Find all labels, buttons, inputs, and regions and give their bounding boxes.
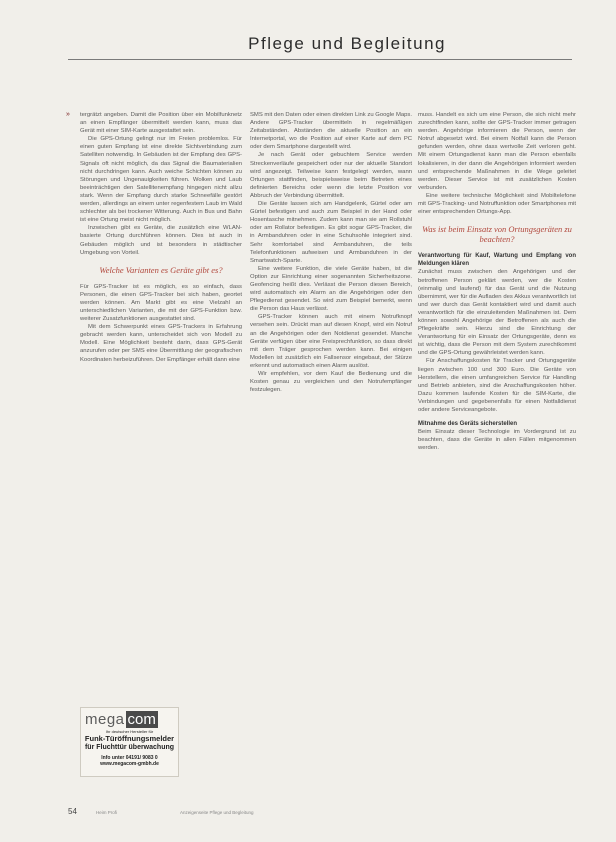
megacom-logo bbox=[85, 711, 174, 727]
subheading: Welche Varianten es Geräte gibt es? bbox=[99, 264, 223, 275]
magazine-name: Heim Profi bbox=[96, 810, 118, 815]
ad-website-link[interactable]: www.megacom-gmbh.de bbox=[100, 761, 159, 767]
ad-phone: Info unter 04191/ 9083 0 bbox=[101, 755, 158, 761]
page-footer bbox=[68, 809, 568, 821]
paragraph: Beim Einsatz dieser Technologie im Vordergrund ist zu beachten, dass die Geräte in allen Fällen mitgenommen werden. bbox=[418, 429, 576, 452]
text-column-1 bbox=[80, 111, 242, 364]
paragraph: Inzwischen gibt es Geräte, die zusätzlich eine WLAN-basierte Ortung durchführen können. Dies ist auch in Gebäuden möglich und ist besonders in städtischer Umgebung von Vorteil. bbox=[80, 225, 242, 256]
subheading: Was ist beim Einsatz von Ortungsgeräten zu beachten? bbox=[422, 224, 572, 245]
paragraph: Die GPS-Ortung gelingt nur im Freien problemlos. Für einen guten Empfang ist eine direkte Sichtverbindung zum Satelliten notwendig. In Gebäuden ist der Empfang des GPS-Signals oft nicht möglich, da das Signal die Baumaterialien nicht durchdringen kann. Auch weiche Schichten können zu Störungen und Ungenauigkeiten führen. Wolken und Laub beeinträchtigen den Satellitenempfang hingegen nicht allzu stark. Wenn der Empfang durch starke Schneefälle gestört werden, allerdings an einem unter regenfestem Laub im Wald schlechter als bei trockener Witterung. Auch in Bus und Bahn ist eine Ortung meist nicht möglich. bbox=[80, 136, 242, 224]
bold-heading: Verantwortung für Kauf, Wartung und Empfang von Meldungen klären bbox=[418, 253, 576, 268]
paragraph: Für GPS-Tracker ist es möglich, es so einfach, dass Personen, die einen GPS-Tracker bei sich haben, geortet werden können. Am Markt gibt es eine Vielzahl an unterschiedlichen Varianten, die mit der GPS-Funktion bzw. weiterer Zusatzfunktionen ausgestattet sind. bbox=[80, 283, 242, 323]
page-header bbox=[0, 0, 616, 68]
section-title: Pflege und Begleitung bbox=[248, 34, 446, 53]
paragraph: Für Anschaffungskosten für Tracker und Ortungsgeräte liegen zwischen 100 und 300 Euro. Die Geräte von Herstellern, die einen umfangreichen Service für Handling und Betrieb anbieten, sind die Anschaffungskosten höher. Dazu kommen laufende Kosten für die SIM-Karte, die Verbindungen und gegebenenfalls für einen Notfalldienst oder andere Serviceangebote. bbox=[418, 358, 576, 413]
ad-title: Funk-Türöffnungsmelder bbox=[84, 734, 175, 743]
paragraph: GPS-Tracker können auch mit einem Notrufknopf versehen sein. Drückt man auf diesen Knopf, wird ein Notruf an die Angehörigen oder den Notdienst gesendet. Manche Geräte verfügen über eine Freisprechfunktion, so dass direkt mit dem Träger gesprochen werden kann. Bei einigen Modellen ist zusätzlich ein Fallsensor eingebaut, der Stürze erkennt und automatisch einen Alarm auslöst. bbox=[250, 314, 412, 369]
paragraph: tergrätzt angeben. Damit die Position über ein Mobilfunknetz an einen Empfänger übermittelt werden kann, muss das Gerät mit einer SIM-Karte ausgestattet sein. bbox=[80, 112, 242, 135]
text-column-2 bbox=[250, 111, 412, 394]
logo-suffix: com bbox=[127, 710, 156, 728]
paragraph: Je nach Gerät oder gebuchtem Service werden Streckenverläufe gespeichert oder nur der aktuelle Standort wird angezeigt. Teilweise kann festgelegt werden, wann Ortungen stattfinden, beispielsweise beim Betreten eines definierten Bereichs oder wenn die letzte Position vor Abbruch der Verbindung übermittelt. bbox=[250, 152, 412, 199]
paragraph: muss. Handelt es sich um eine Person, die sich nicht mehr zurechtfinden kann, sollte der GPS-Tracker immer getragen werden. Angehörige informieren die Person, wenn der Notruf abgesetzt wird. Bei einem Notfall kann die Person gefunden werden, ohne dass wertvolle Zeit verloren geht. Mit einem Ortungsdienst kann man die Person ebenfalls lokalisieren, in der dann die Angehörigen informiert werden und entsprechende Maßnahmen in die Wege geleitet werden. Dieser Service ist mit zusätzlichen Kosten verbunden. bbox=[418, 112, 576, 191]
paragraph: Die Geräte lassen sich am Handgelenk, Gürtel oder am Gürtel befestigen und auch zum Beispiel in der Hand oder Hosentasche mitnehmen. Zudem kann man sie am Rollstuhl oder am Rollator befestigen. Es gibt sogar GPS-Tracker, die in Armbanduhren oder in eine Schuhsohle integriert sind. Sehr komfortabel sind Armbanduhren, die teils Telefonfunktionen aufweisen und Armbanduhren in der Smartwatch-Sparte. bbox=[250, 201, 412, 264]
paragraph: SMS mit den Daten oder einen direkten Link zu Google Maps. Andere GPS-Tracker übermitteln in regelmäßigen Zeitabständen. Abständen die aktuelle Position an ein Internetportal, wo die Position auf einer Karte auf dem PC oder dem Smartphone dargestellt wird. bbox=[250, 112, 412, 151]
paragraph: Eine weitere technische Möglichkeit sind Mobiltelefone mit GPS-Tracking- und Notruffunktion oder Smartphones mit einer entsprechenden Ortungs-App. bbox=[418, 192, 576, 216]
ad-tagline: Ihr deutscher Hersteller für bbox=[105, 729, 154, 734]
footer-source: Anzeigenseite Pflege und Begleitung bbox=[180, 810, 254, 815]
page-number: 54 bbox=[68, 807, 77, 816]
text-column-3 bbox=[418, 111, 576, 452]
header-divider bbox=[68, 59, 572, 60]
ad-subtitle: für Fluchttür überwachung bbox=[84, 744, 175, 751]
paragraph: Zunächst muss zwischen den Angehörigen und der betroffenen Person geklärt werden, wer die Kosten (einmalig und laufend) für das Gerät und die Nutzung übernimmt, wer für die Aufladen des Akkus verantwortlich ist und wer durch das Gerät kontaktiert wird und damit auch verantwortlich für die einzuleitenden Maßnahmen ist. Dem können sowohl Angehörige der Betroffenen als auch die Pflegekräfte sein. Hierzu sind die Einrichtung der Verantwortung für ein Einsatz der Ortungsgeräte, denn es ist wichtig, dass die Person mit dem System zurechtkommt und die GPS-Ortung gewährleistet werden kann. bbox=[418, 269, 576, 357]
advertisement[interactable] bbox=[80, 707, 179, 777]
continuation-marker: » bbox=[66, 111, 70, 118]
paragraph: Eine weitere Funktion, die viele Geräte haben, ist die Option zur Einrichtung einer sogenannten Sicherheitszone. Geofencing heißt dies. Verlässt die Person diesen Bereich, wird automatisch ein Alarm an die Angehörigen oder den Pflegedienst gesendet. So wird zum Beispiel bemerkt, wenn die Person das Haus verlässt. bbox=[250, 265, 412, 313]
paragraph: Mit dem Schwerpunkt eines GPS-Trackers in Erfahrung gebracht werden kann, unterscheidet sich von Modell zu Modell. Eine Möglichkeit besteht darin, dass GPS-Gerät anzurufen oder per SMS eine Übermittlung der geografischen Koordinaten herbeizuführen. Der Empfänger erhält dann eine bbox=[80, 324, 242, 363]
paragraph: Wir empfehlen, vor dem Kauf die Bedienung und die Kosten genau zu vergleichen und den Notrufempfänger festzulegen. bbox=[250, 371, 412, 394]
logo-text: mega bbox=[85, 710, 125, 728]
bold-heading: Mitnahme des Geräts sicherstellen bbox=[418, 421, 518, 428]
